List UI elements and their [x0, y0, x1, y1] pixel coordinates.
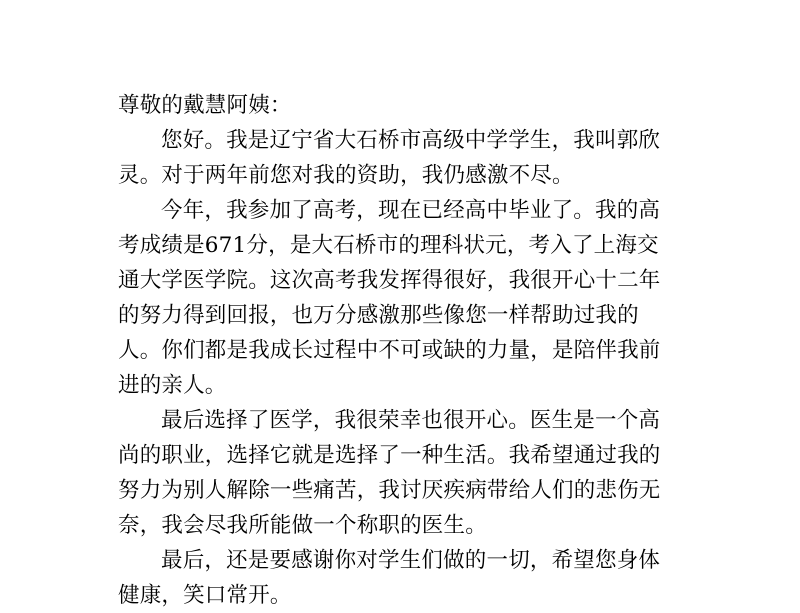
letter-body — [118, 88, 678, 613]
letter-paragraph-4: 最后，还是要感谢你对学生们做的一切，希望您身体健康，笑口常开。 — [118, 548, 661, 608]
letter-paragraph-1: 您好。我是辽宁省大石桥市高级中学学生，我叫郭欣灵。对于两年前您对我的资助，我仍感激不尽。 — [118, 128, 661, 188]
letter-salutation: 尊敬的戴慧阿姨： — [118, 93, 292, 118]
letter-paragraph-3: 最后选择了医学，我很荣幸也很开心。医生是一个高尚的职业，选择它就是选择了一种生活。我希望通过我的努力为别人解除一些痛苦，我讨厌疾病带给人们的悲伤无奈，我会尽我所能做一个称职的医生。 — [118, 408, 661, 538]
letter-paragraph-2: 今年，我参加了高考，现在已经高中毕业了。我的高考成绩是671分，是大石桥市的理科状元，考入了上海交通大学医学院。这次高考我发挥得很好，我很开心十二年的努力得到回报，也万分感激那些像您一样帮助过我的人。你们都是我成长过程中不可或缺的力量，是陪伴我前进的亲人。 — [118, 198, 661, 398]
